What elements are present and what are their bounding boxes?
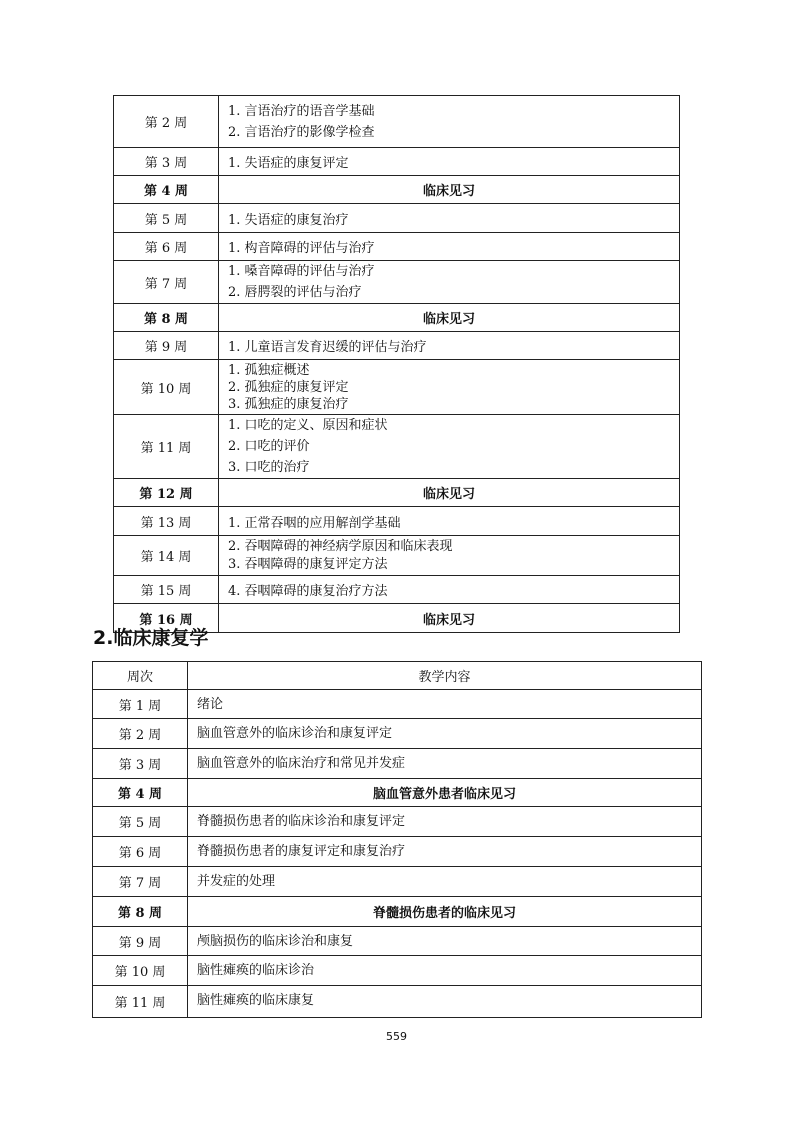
table-row	[93, 956, 702, 986]
table-row	[114, 304, 680, 332]
table-row	[93, 807, 702, 837]
speech-therapy-schedule-table	[113, 95, 680, 633]
practice-cell: 脑血管意外患者临床见习	[188, 779, 702, 807]
table-row	[114, 148, 680, 176]
table-row	[114, 96, 680, 148]
week-cell: 第 10 周	[114, 360, 219, 415]
content-cell: 脑性瘫痪的临床诊治	[188, 956, 702, 986]
content-cell: 脊髓损伤患者的临床诊治和康复评定	[188, 807, 702, 837]
content-cell	[219, 360, 680, 415]
week-cell: 第 7 周	[93, 867, 188, 897]
week-cell: 第 15 周	[114, 576, 219, 604]
content-cell: 绪论	[188, 690, 702, 719]
content-cell: 1. 失语症的康复治疗	[219, 204, 680, 233]
content-line: 2. 唇腭裂的评估与治疗	[228, 285, 362, 300]
practice-cell: 脊髓损伤患者的临床见习	[188, 897, 702, 927]
table-row	[93, 719, 702, 749]
week-cell: 第 5 周	[93, 807, 188, 837]
week-cell: 第 4 周	[114, 176, 219, 204]
table-row	[114, 176, 680, 204]
table-row	[93, 690, 702, 719]
header-week: 周次	[93, 662, 188, 690]
content-line: 2. 口吃的评价	[228, 439, 310, 454]
content-cell	[219, 415, 680, 479]
page-number: 559	[386, 1030, 407, 1043]
table-row	[93, 897, 702, 927]
week-cell: 第 12 周	[114, 479, 219, 507]
table-row	[114, 479, 680, 507]
practice-cell: 临床见习	[219, 304, 680, 332]
clinical-rehab-schedule-table	[92, 661, 702, 1018]
content-line: 2. 孤独症的康复评定	[228, 379, 349, 395]
header-content: 教学内容	[188, 662, 702, 690]
practice-cell: 临床见习	[219, 176, 680, 204]
table-row	[114, 261, 680, 304]
week-cell: 第 16 周	[114, 604, 219, 633]
content-cell: 并发症的处理	[188, 867, 702, 897]
table-row	[114, 332, 680, 360]
table-row	[114, 536, 680, 576]
week-cell: 第 5 周	[114, 204, 219, 233]
content-cell: 脑血管意外的临床诊治和康复评定	[188, 719, 702, 749]
content-cell: 颅脑损伤的临床诊治和康复	[188, 927, 702, 956]
content-line: 3. 口吃的治疗	[228, 460, 310, 475]
week-cell: 第 11 周	[114, 415, 219, 479]
table-row	[114, 576, 680, 604]
content-line: 1. 口吃的定义、原因和症状	[228, 418, 388, 433]
content-line: 3. 吞咽障碍的康复评定方法	[228, 556, 388, 572]
content-cell: 脑性瘫痪的临床康复	[188, 986, 702, 1018]
table-row	[93, 867, 702, 897]
practice-cell: 临床见习	[219, 479, 680, 507]
week-cell: 第 9 周	[114, 332, 219, 360]
week-cell: 第 9 周	[93, 927, 188, 956]
week-cell: 第 6 周	[93, 837, 188, 867]
week-cell: 第 13 周	[114, 507, 219, 536]
content-cell: 脊髓损伤患者的康复评定和康复治疗	[188, 837, 702, 867]
table-row	[114, 415, 680, 479]
content-line: 1. 孤独症概述	[228, 362, 310, 378]
content-cell	[219, 261, 680, 304]
week-cell: 第 11 周	[93, 986, 188, 1018]
section-heading: 2.临床康复学	[93, 627, 209, 649]
content-cell: 1. 构音障碍的评估与治疗	[219, 233, 680, 261]
practice-cell: 临床见习	[219, 604, 680, 633]
content-cell: 1. 正常吞咽的应用解剖学基础	[219, 507, 680, 536]
content-cell	[219, 536, 680, 576]
week-cell: 第 3 周	[93, 749, 188, 779]
week-cell: 第 1 周	[93, 690, 188, 719]
week-cell: 第 8 周	[93, 897, 188, 927]
table-row	[93, 927, 702, 956]
content-line: 2. 言语治疗的影像学检查	[228, 124, 375, 140]
table-header-row	[93, 662, 702, 690]
table-row	[93, 749, 702, 779]
table-row	[93, 837, 702, 867]
content-cell: 1. 儿童语言发育迟缓的评估与治疗	[219, 332, 680, 360]
week-cell: 第 8 周	[114, 304, 219, 332]
week-cell: 第 7 周	[114, 261, 219, 304]
content-cell: 1. 失语症的康复评定	[219, 148, 680, 176]
content-cell: 脑血管意外的临床治疗和常见并发症	[188, 749, 702, 779]
content-line: 1. 嗓音障碍的评估与治疗	[228, 264, 375, 279]
table-row	[114, 360, 680, 415]
week-cell: 第 10 周	[93, 956, 188, 986]
week-cell: 第 14 周	[114, 536, 219, 576]
week-cell: 第 6 周	[114, 233, 219, 261]
table-row	[114, 204, 680, 233]
table-row	[93, 779, 702, 807]
week-cell: 第 2 周	[93, 719, 188, 749]
content-cell	[219, 96, 680, 148]
table-row	[93, 986, 702, 1018]
week-cell: 第 3 周	[114, 148, 219, 176]
content-line: 1. 言语治疗的语音学基础	[228, 103, 375, 119]
table-row	[114, 507, 680, 536]
table-row	[114, 233, 680, 261]
content-cell: 4. 吞咽障碍的康复治疗方法	[219, 576, 680, 604]
content-line: 3. 孤独症的康复治疗	[228, 396, 349, 412]
week-cell: 第 2 周	[114, 96, 219, 148]
week-cell: 第 4 周	[93, 779, 188, 807]
content-line: 2. 吞咽障碍的神经病学原因和临床表现	[228, 538, 453, 554]
